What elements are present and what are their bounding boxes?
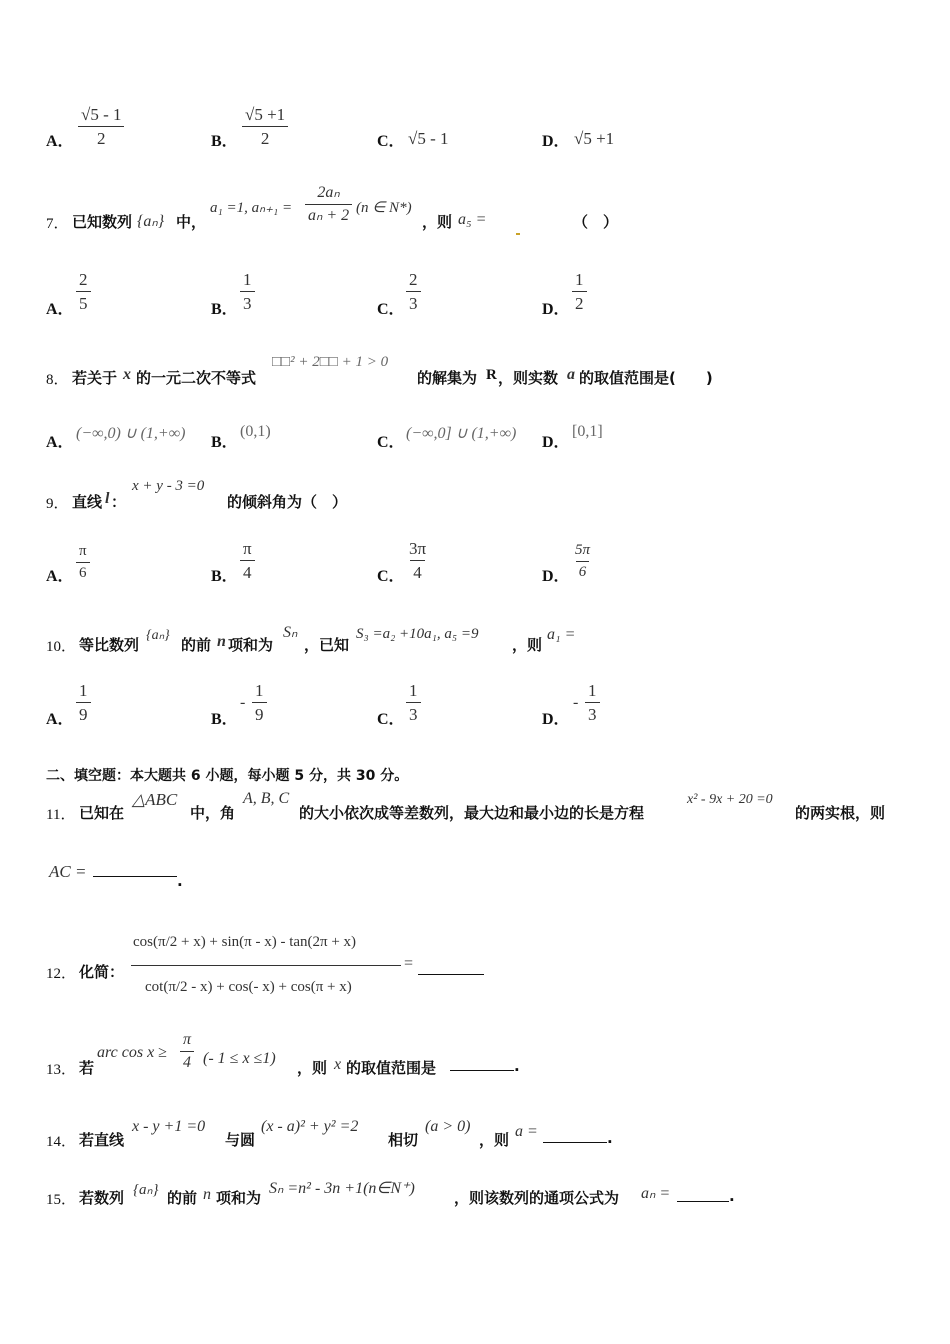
q8-option-b-label: B． bbox=[211, 434, 238, 451]
q9-option-b-label: B． bbox=[211, 568, 238, 585]
q12-fraction-bar bbox=[131, 965, 401, 966]
q7-fraction-numerator: 2aₙ bbox=[317, 184, 340, 201]
q6-option-a-label: A． bbox=[46, 133, 74, 150]
q14-circle-equation: (x - a)² + y² =2 bbox=[261, 1118, 359, 1135]
q12-numerator: cos(π/2 + x) + sin(π - x) - tan(2π + x) bbox=[133, 934, 357, 950]
q10-option-c-denominator: 3 bbox=[406, 702, 421, 723]
q9-option-a-label: A． bbox=[46, 568, 74, 585]
q8-variable-x: x bbox=[123, 366, 131, 383]
q10-option-b-label: B． bbox=[211, 711, 238, 728]
q10-text-4: ，已知 bbox=[304, 636, 350, 654]
q9-option-c-denominator: 4 bbox=[410, 560, 425, 581]
q10-option-b-numerator: 1 bbox=[255, 681, 264, 700]
q6-option-b-denominator: 2 bbox=[242, 126, 288, 147]
q11-end: . bbox=[177, 872, 183, 890]
q6-option-d-label: D． bbox=[542, 133, 570, 150]
q7-option-b-label: B． bbox=[211, 301, 238, 318]
q9-option-a-fraction bbox=[76, 544, 90, 581]
q7-text-2: 中， bbox=[176, 213, 207, 231]
q8-text-5: 的取值范围是( ) bbox=[579, 369, 713, 387]
q14-line-equation: x - y +1 =0 bbox=[132, 1118, 206, 1135]
q9-number: 9． bbox=[46, 496, 69, 512]
q9-option-b-fraction bbox=[240, 540, 255, 581]
q15-text-3: 项和为 bbox=[216, 1189, 262, 1207]
q6-option-a-denominator: 2 bbox=[78, 126, 124, 147]
q10-option-b-sign: - bbox=[240, 694, 246, 711]
q7-option-d-denominator: 2 bbox=[572, 291, 587, 312]
q11-answer-blank[interactable] bbox=[93, 876, 177, 877]
q7-option-a-denominator: 5 bbox=[76, 291, 91, 312]
q9-option-c-label: C． bbox=[377, 568, 405, 585]
q10-option-c-numerator: 1 bbox=[409, 681, 418, 700]
q13-text-2: ，则 bbox=[297, 1059, 328, 1077]
q8-set-r: R bbox=[486, 367, 497, 383]
q8-text-3: 的解集为 bbox=[417, 369, 478, 387]
q10-condition: S₃ =a₂ +10a₁, a₅ =9 bbox=[356, 626, 479, 642]
q8-option-c-value: (−∞,0] ∪ (1,+∞) bbox=[406, 425, 517, 442]
q10-option-a-label: A． bbox=[46, 711, 74, 728]
q11-ask: AC = bbox=[49, 862, 87, 881]
q15-ask: aₙ = bbox=[641, 1185, 671, 1202]
q10-sequence: {aₙ} bbox=[146, 628, 170, 643]
q9-option-d-numerator: 5π bbox=[575, 542, 591, 558]
q9-option-a-denominator: 6 bbox=[76, 562, 90, 581]
q8-text-4: ，则实数 bbox=[498, 369, 559, 387]
q7-condition: (n ∈ N*) bbox=[356, 200, 412, 216]
q12-number: 12． bbox=[46, 966, 77, 982]
q7-paren: （ ） bbox=[573, 213, 619, 231]
q10-option-d-label: D． bbox=[542, 711, 570, 728]
q10-option-d-sign: - bbox=[573, 694, 579, 711]
q9-colon: ： bbox=[111, 493, 127, 511]
q11-text-3: 的大小依次成等差数列，最大边和最小边的长是方程 bbox=[299, 804, 645, 822]
q7-formula-fraction bbox=[305, 185, 352, 224]
q6-option-d-value: √5 +1 bbox=[574, 129, 615, 148]
q10-sum: Sₙ bbox=[283, 624, 298, 641]
q7-option-d-label: D． bbox=[542, 301, 570, 318]
q10-n: n bbox=[217, 633, 226, 650]
q14-condition: (a > 0) bbox=[425, 1118, 471, 1135]
q12-denominator: cot(π/2 - x) + cos(- x) + cos(π + x) bbox=[145, 979, 352, 995]
q7-fraction-denominator: aₙ + 2 bbox=[305, 204, 352, 224]
q8-option-b-value: (0,1) bbox=[240, 423, 271, 440]
q7-formula: a₁ =1, aₙ₊₁ = bbox=[210, 200, 293, 216]
q7-option-a-fraction bbox=[76, 271, 91, 312]
q7-option-b-numerator: 1 bbox=[243, 270, 252, 289]
q7-option-b-denominator: 3 bbox=[240, 291, 255, 312]
q7-option-a-label: A． bbox=[46, 301, 74, 318]
q7-mark bbox=[516, 233, 520, 235]
q10-option-a-denominator: 9 bbox=[76, 702, 91, 723]
q12-equals: = bbox=[404, 955, 414, 972]
q7-option-c-fraction bbox=[406, 271, 421, 312]
q9-option-c-fraction bbox=[406, 540, 429, 581]
q14-text-3: 相切 bbox=[388, 1131, 419, 1149]
q7-text-1: 已知数列 bbox=[72, 213, 133, 231]
q7-text-3: ，则 bbox=[422, 213, 453, 231]
q9-option-a-numerator: π bbox=[79, 543, 87, 559]
section-2-heading: 二、填空题：本大题共 6 小题，每小题 5 分，共 30 分。 bbox=[46, 768, 409, 784]
q15-sequence: {aₙ} bbox=[133, 1182, 159, 1198]
q13-text-1: 若 bbox=[79, 1059, 95, 1077]
q6-option-a-fraction bbox=[78, 106, 125, 147]
q14-end: . bbox=[607, 1129, 613, 1147]
q14-text-1: 若直线 bbox=[79, 1131, 125, 1149]
q9-option-b-denominator: 4 bbox=[240, 560, 255, 581]
q8-number: 8． bbox=[46, 372, 69, 388]
q9-option-c-numerator: 3π bbox=[409, 539, 427, 558]
q12-answer-blank[interactable] bbox=[418, 974, 484, 975]
q10-option-d-denominator: 3 bbox=[585, 702, 600, 723]
q8-variable-a: a bbox=[567, 366, 575, 383]
q10-text-2: 的前 bbox=[181, 636, 212, 654]
q8-inequality: □□² + 2□□ + 1 > 0 bbox=[272, 354, 389, 370]
q15-answer-blank[interactable] bbox=[677, 1201, 729, 1202]
q10-option-b-denominator: 9 bbox=[252, 702, 267, 723]
q7-option-d-fraction bbox=[572, 271, 587, 312]
q9-option-b-numerator: π bbox=[243, 539, 252, 558]
q7-option-a-numerator: 2 bbox=[79, 270, 88, 289]
q11-text-2: 中，角 bbox=[190, 804, 236, 822]
q6-option-b-label: B． bbox=[211, 133, 238, 150]
q14-text-4: ，则 bbox=[479, 1131, 510, 1149]
q9-option-d-fraction bbox=[572, 543, 593, 580]
q10-option-b-fraction bbox=[252, 682, 267, 723]
q7-option-d-numerator: 1 bbox=[575, 270, 584, 289]
q13-answer-blank[interactable] bbox=[450, 1070, 514, 1071]
q15-text-1: 若数列 bbox=[79, 1189, 125, 1207]
q10-option-a-numerator: 1 bbox=[79, 681, 88, 700]
q7-number: 7． bbox=[46, 216, 69, 232]
q9-text-2: 的倾斜角为（ ） bbox=[227, 493, 348, 511]
q6-option-a-numerator: √5 - 1 bbox=[81, 105, 122, 124]
q7-option-b-fraction bbox=[240, 271, 255, 312]
q11-text-1: 已知在 bbox=[79, 804, 125, 822]
q10-option-c-label: C． bbox=[377, 711, 405, 728]
q13-text-3: 的取值范围是 bbox=[346, 1059, 437, 1077]
q10-ask: a₁ = bbox=[547, 626, 576, 643]
q13-end: . bbox=[514, 1057, 520, 1075]
q7-option-c-label: C． bbox=[377, 301, 405, 318]
q13-number: 13． bbox=[46, 1062, 77, 1078]
q15-text-4: ，则该数列的通项公式为 bbox=[454, 1189, 620, 1207]
q7-ask: a₅ = bbox=[458, 211, 487, 228]
q13-x: x bbox=[334, 1056, 342, 1073]
q13-fraction-denominator: 4 bbox=[180, 1051, 194, 1071]
q7-option-c-denominator: 3 bbox=[406, 291, 421, 312]
q8-option-c-label: C． bbox=[377, 434, 405, 451]
q15-text-2: 的前 bbox=[167, 1189, 198, 1207]
q10-option-d-numerator: 1 bbox=[588, 681, 597, 700]
q14-ask: a = bbox=[515, 1123, 538, 1140]
q10-text-1: 等比数列 bbox=[79, 636, 140, 654]
q13-expression: arc cos x ≥ bbox=[97, 1044, 167, 1061]
q9-text-1: 直线 bbox=[72, 493, 103, 511]
q12-text-1: 化简： bbox=[79, 963, 125, 981]
q13-condition: (- 1 ≤ x ≤1) bbox=[203, 1050, 276, 1067]
q13-fraction-numerator: π bbox=[183, 1031, 192, 1048]
q14-answer-blank[interactable] bbox=[543, 1142, 607, 1143]
q11-number: 11． bbox=[46, 807, 76, 823]
q6-option-c-value: √5 - 1 bbox=[408, 129, 449, 148]
q6-option-b-fraction bbox=[242, 106, 288, 147]
q11-text-4: 的两实根，则 bbox=[795, 804, 886, 822]
q7-sequence: {aₙ} bbox=[137, 213, 165, 230]
q6-option-c-label: C． bbox=[377, 133, 405, 150]
q15-n: n bbox=[203, 1186, 211, 1203]
q14-number: 14． bbox=[46, 1134, 77, 1150]
q8-option-d-value: [0,1] bbox=[572, 423, 603, 440]
q8-option-a-label: A． bbox=[46, 434, 74, 451]
q11-angles: A, B, C bbox=[243, 790, 290, 807]
q10-text-5: ，则 bbox=[512, 636, 543, 654]
q15-end: . bbox=[729, 1187, 735, 1205]
q11-equation: x² - 9x + 20 =0 bbox=[687, 792, 773, 807]
q14-text-2: 与圆 bbox=[225, 1131, 256, 1149]
q7-option-c-numerator: 2 bbox=[409, 270, 418, 289]
q8-option-a-value: (−∞,0) ∪ (1,+∞) bbox=[76, 425, 186, 442]
q6-option-b-numerator: √5 +1 bbox=[245, 105, 286, 124]
q9-option-d-label: D． bbox=[542, 568, 570, 585]
q10-option-d-fraction bbox=[585, 682, 600, 723]
q15-number: 15． bbox=[46, 1192, 77, 1208]
q10-option-c-fraction bbox=[406, 682, 421, 723]
q9-option-d-denominator: 6 bbox=[576, 561, 590, 580]
q8-text-2: 的一元二次不等式 bbox=[136, 369, 257, 387]
q9-equation: x + y - 3 =0 bbox=[132, 478, 205, 494]
q10-option-a-fraction bbox=[76, 682, 91, 723]
q11-triangle: △ABC bbox=[132, 790, 178, 809]
q8-text-1: 若关于 bbox=[72, 369, 118, 387]
q10-text-3: 项和为 bbox=[228, 636, 274, 654]
q13-fraction bbox=[180, 1032, 194, 1071]
q15-sum-formula: Sₙ =n² - 3n +1(n∈N⁺) bbox=[269, 1180, 415, 1197]
q10-number: 10． bbox=[46, 639, 77, 655]
q9-line-l: l bbox=[105, 490, 110, 507]
q8-option-d-label: D． bbox=[542, 434, 570, 451]
